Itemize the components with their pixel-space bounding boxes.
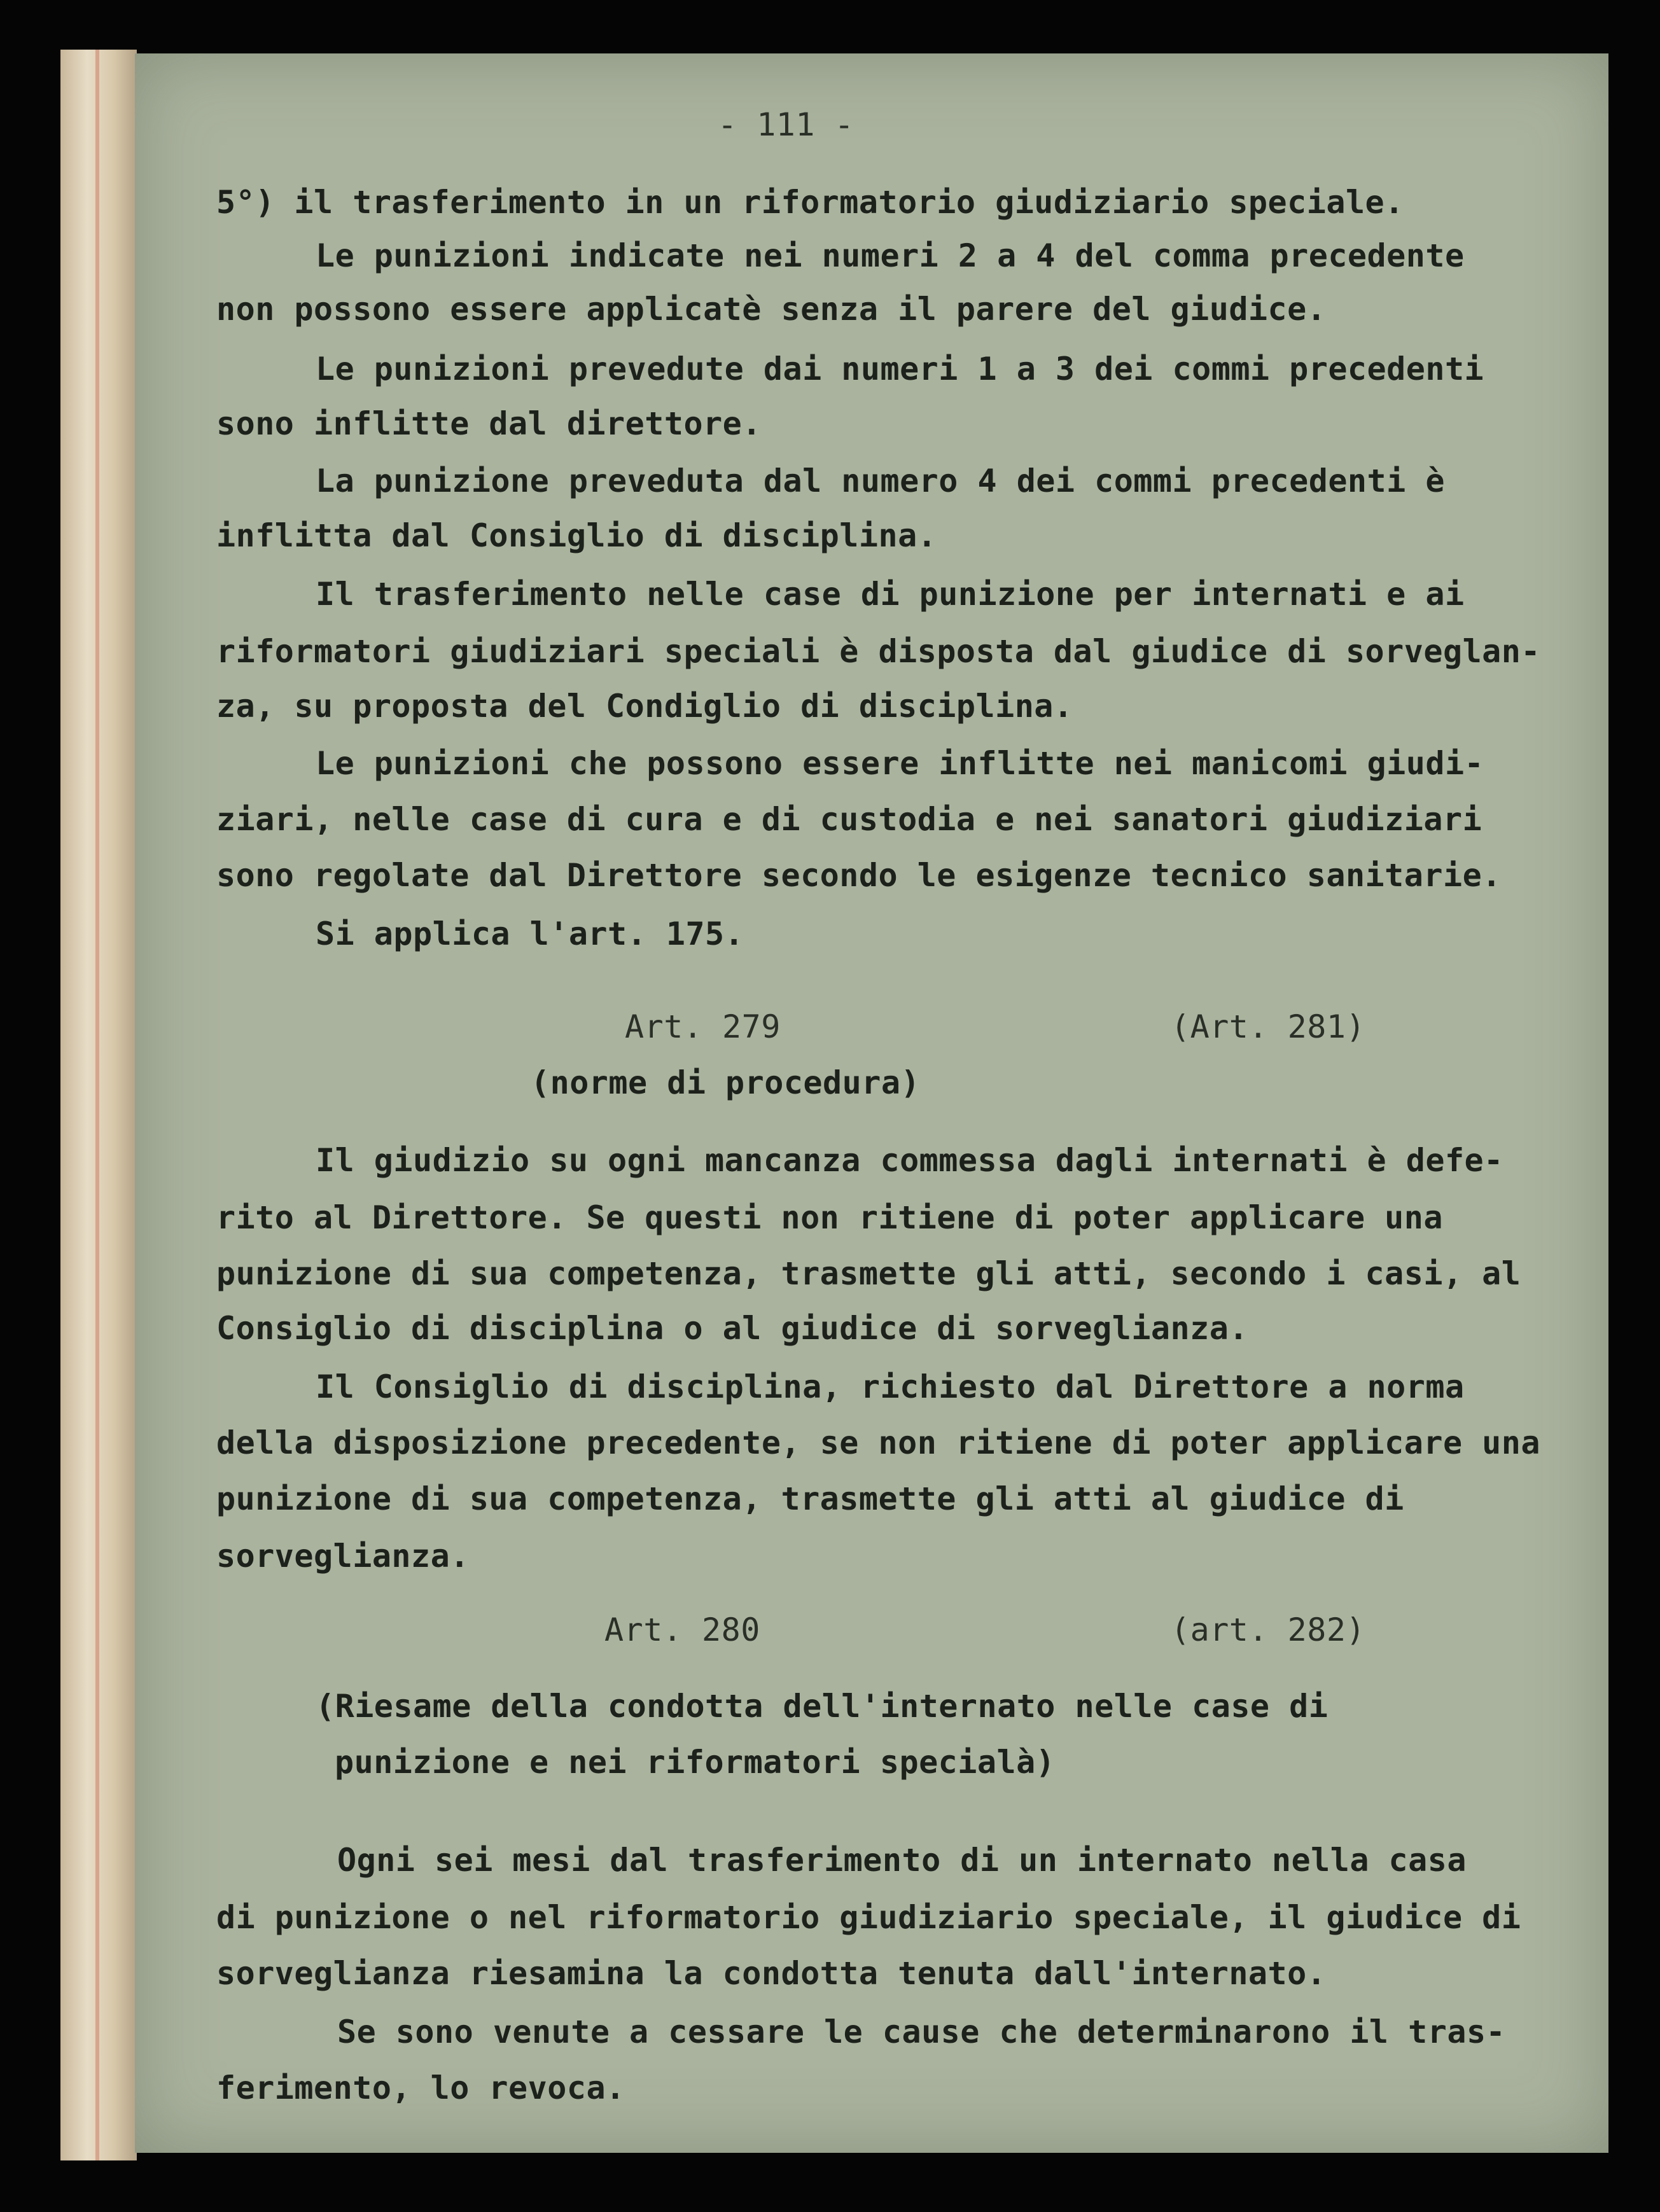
text-line: Se sono venute a cessare le cause che determinarono il tras- (337, 2014, 1506, 2050)
page-number: - 111 - (718, 106, 854, 143)
text-line: inflitta dal Consiglio di disciplina. (216, 517, 937, 554)
text-line: Ogni sei mesi dal trasferimento di un internato nella casa (337, 1842, 1467, 1879)
text-line: sorveglianza. (216, 1538, 470, 1575)
text-line: della disposizione precedente, se non ritiene di poter applicare una (216, 1424, 1540, 1461)
text-line: Si applica l'art. 175. (316, 915, 744, 952)
text-line: ziari, nelle case di cura e di custodia e nei sanatori giudiziari (216, 801, 1482, 838)
text-line: riformatori giudiziari speciali è disposta dal giudice di sorveglan- (216, 633, 1540, 670)
text-line: Il giudizio su ogni mancanza commessa dagli internati è defe- (316, 1142, 1503, 1179)
text-line: Il Consiglio di disciplina, richiesto dal Direttore a norma (316, 1368, 1465, 1405)
text-line: 5°) il trasferimento in un riformatorio giudiziario speciale. (216, 184, 1404, 221)
article-subtitle: (norme di procedura) (531, 1064, 921, 1101)
article-subtitle: punizione e nei riformatori specialà) (335, 1744, 1056, 1781)
article-reference: (art. 282) (1171, 1611, 1366, 1648)
article-heading: Art. 280 (604, 1611, 760, 1648)
article-reference: (Art. 281) (1171, 1008, 1366, 1045)
text-line: La punizione preveduta dal numero 4 dei commi precedenti è (316, 463, 1445, 499)
text-line: punizione di sua competenza, trasmette gli atti al giudice di (216, 1480, 1404, 1517)
article-subtitle: (Riesame della condotta dell'internato nelle case di (316, 1688, 1329, 1725)
article-heading: Art. 279 (625, 1008, 781, 1045)
text-line: Le punizioni indicate nei numeri 2 a 4 del comma precedente (316, 237, 1465, 274)
margin-rule (95, 50, 99, 2160)
text-line: ferimento, lo revoca. (216, 2069, 625, 2106)
text-line: punizione di sua competenza, trasmette gli atti, secondo i casi, al (216, 1255, 1521, 1292)
text-line: sorveglianza riesamina la condotta tenuta dall'internato. (216, 1955, 1327, 1992)
text-line: di punizione o nel riformatorio giudiziario speciale, il giudice di (216, 1899, 1521, 1936)
text-line: non possono essere applicatè senza il parere del giudice. (216, 291, 1327, 328)
text-line: rito al Direttore. Se questi non ritiene di poter applicare una (216, 1199, 1443, 1236)
text-line: Le punizioni che possono essere inflitte nei manicomi giudi- (316, 745, 1484, 782)
text-line: Il trasferimento nelle case di punizione per internati e ai (316, 576, 1465, 613)
text-line: sono inflitte dal direttore. (216, 405, 762, 442)
text-line: sono regolate dal Direttore secondo le esigenze tecnico sanitarie. (216, 857, 1502, 894)
text-line: za, su proposta del Condiglio di disciplina. (216, 688, 1073, 725)
text-line: Consiglio di disciplina o al giudice di sorveglianza. (216, 1310, 1248, 1347)
text-line: Le punizioni prevedute dai numeri 1 a 3 dei commi precedenti (316, 351, 1484, 387)
